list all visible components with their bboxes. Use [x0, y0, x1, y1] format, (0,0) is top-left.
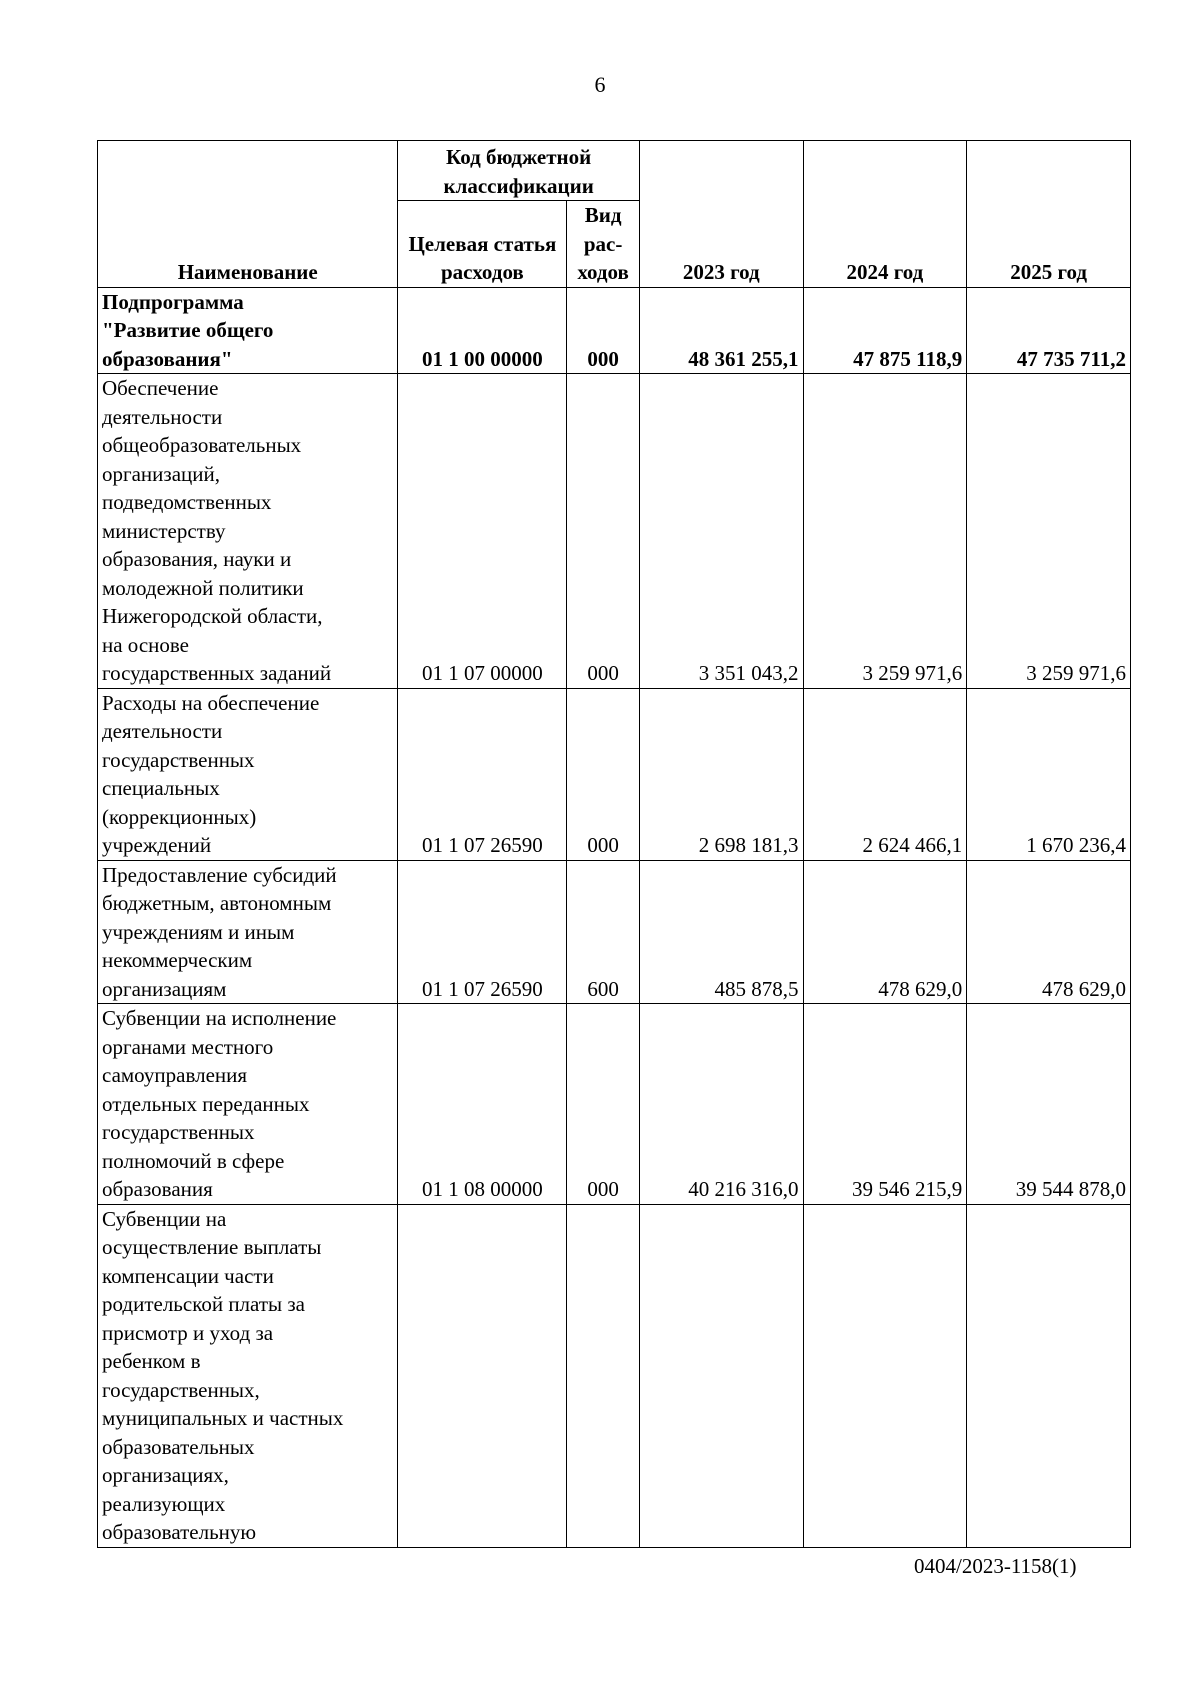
table-row [98, 860, 1131, 1004]
row-article: 01 1 07 26590 [398, 688, 567, 860]
header-2023: 2023 год [639, 141, 803, 288]
row-2023 [639, 1204, 803, 1547]
table-row [98, 287, 1131, 374]
table-row [98, 1204, 1131, 1547]
row-2025: 1 670 236,4 [967, 688, 1131, 860]
row-article: 01 1 07 00000 [398, 374, 567, 689]
row-type: 000 [567, 688, 640, 860]
header-name: Наименование [98, 141, 398, 288]
row-type: 600 [567, 860, 640, 1004]
row-type: 000 [567, 1004, 640, 1205]
page-number: 6 [594, 72, 606, 97]
table-row [98, 374, 1131, 689]
table-row [98, 1004, 1131, 1205]
budget-table [97, 140, 1131, 1548]
row-2025: 39 544 878,0 [967, 1004, 1131, 1205]
row-article: 01 1 08 00000 [398, 1004, 567, 1205]
row-article: 01 1 00 00000 [398, 287, 567, 374]
row-type: 000 [567, 287, 640, 374]
header-2024: 2024 год [803, 141, 967, 288]
row-2025: 47 735 711,2 [967, 287, 1131, 374]
row-name: Подпрограмма "Развитие общего образования" [98, 287, 398, 374]
table-row [98, 688, 1131, 860]
row-2025 [967, 1204, 1131, 1547]
row-2025: 3 259 971,6 [967, 374, 1131, 689]
row-2023: 3 351 043,2 [639, 374, 803, 689]
row-article: 01 1 07 26590 [398, 860, 567, 1004]
row-name: Субвенции на исполнение органами местного самоуправления отдельных переданных государственных полномочий в сфере образования [98, 1004, 398, 1205]
row-2024: 2 624 466,1 [803, 688, 967, 860]
row-2023: 2 698 181,3 [639, 688, 803, 860]
row-2024: 478 629,0 [803, 860, 967, 1004]
row-2023: 48 361 255,1 [639, 287, 803, 374]
document-id: 0404/2023-1158(1) [914, 1554, 1077, 1578]
row-2024: 39 546 215,9 [803, 1004, 967, 1205]
header-code-group: Код бюджетной классификации [398, 141, 639, 201]
row-2023: 485 878,5 [639, 860, 803, 1004]
row-name: Субвенции на осуществление выплаты компенсации части родительской платы за присмотр и уход за ребенком в государственных, муниципальных и частных образовательных организациях, реализующих образовательную [98, 1204, 398, 1547]
row-2023: 40 216 316,0 [639, 1004, 803, 1205]
row-2025: 478 629,0 [967, 860, 1131, 1004]
row-2024: 3 259 971,6 [803, 374, 967, 689]
header-2025: 2025 год [967, 141, 1131, 288]
row-2024: 47 875 118,9 [803, 287, 967, 374]
header-target-article: Целевая статья расходов [398, 201, 567, 288]
row-name: Предоставление субсидий бюджетным, автономным учреждениям и иным некоммерческим организациям [98, 860, 398, 1004]
row-name: Расходы на обеспечение деятельности государственных специальных (коррекционных) учреждений [98, 688, 398, 860]
row-type [567, 1204, 640, 1547]
row-type: 000 [567, 374, 640, 689]
row-article [398, 1204, 567, 1547]
row-name: Обеспечение деятельности общеобразовательных организаций, подведомственных министерству образования, науки и молодежной политики Нижегородской области, на основе государственных заданий [98, 374, 398, 689]
row-2024 [803, 1204, 967, 1547]
header-expense-type: Вид рас-ходов [567, 201, 640, 288]
